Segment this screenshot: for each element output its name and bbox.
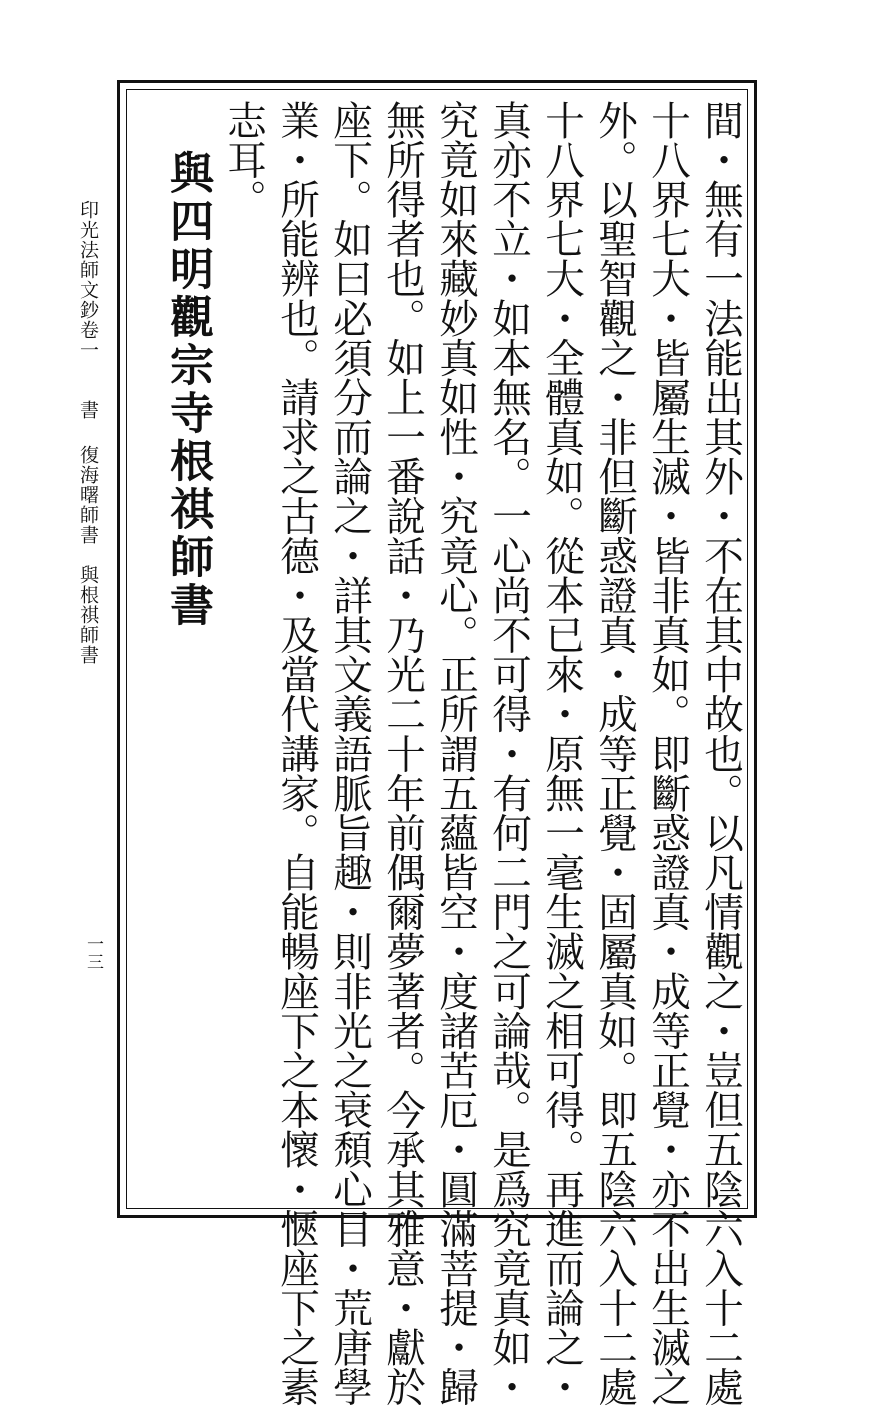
- running-header-chapter: 書: [77, 400, 99, 420]
- text-column-3: 外。以聖智觀之・非但斷惑證真・成等正覺・固屬真如。即五陰六入十二處: [591, 100, 638, 1406]
- letter-title: 與四明觀宗寺根祺師書: [162, 150, 213, 630]
- text-column-8: 座下。如曰必須分而論之・詳其文義語脈旨趣・則非光之衰頹心目・荒唐學: [326, 100, 373, 1406]
- text-column-1: 間・無有一法能出其外・不在其中故也。以凡情觀之・豈但五陰六入十二處: [697, 100, 744, 1406]
- text-column-10: 志耳。: [220, 100, 267, 219]
- running-header-book-title: 印光法師文鈔卷一: [77, 200, 99, 360]
- running-header-letters: 復海曙師書 與根祺師書: [77, 445, 99, 665]
- text-column-4: 十八界七大・全體真如。從本已來・原無一毫生滅之相可得。再進而論之・: [538, 100, 585, 1406]
- text-column-5: 真亦不立・如本無名。一心尚不可得・有何二門之可論哉。是爲究竟真如・: [485, 100, 532, 1406]
- page-number: 一三: [83, 935, 103, 971]
- text-column-6: 究竟如來藏妙真如性・究竟心。正所謂五蘊皆空・度諸苦厄・圓滿菩提・歸: [432, 100, 479, 1406]
- text-column-7: 無所得者也。如上一番說話・乃光二十年前偶爾夢著者。今承其雅意・獻於: [379, 100, 426, 1406]
- text-column-9: 業・所能辨也。請求之古德・及當代講家。自能暢座下之本懷・愜座下之素: [273, 100, 320, 1406]
- text-column-2: 十八界七大・皆屬生滅・皆非真如。即斷惑證真・成等正覺・亦不出生滅之: [644, 100, 691, 1406]
